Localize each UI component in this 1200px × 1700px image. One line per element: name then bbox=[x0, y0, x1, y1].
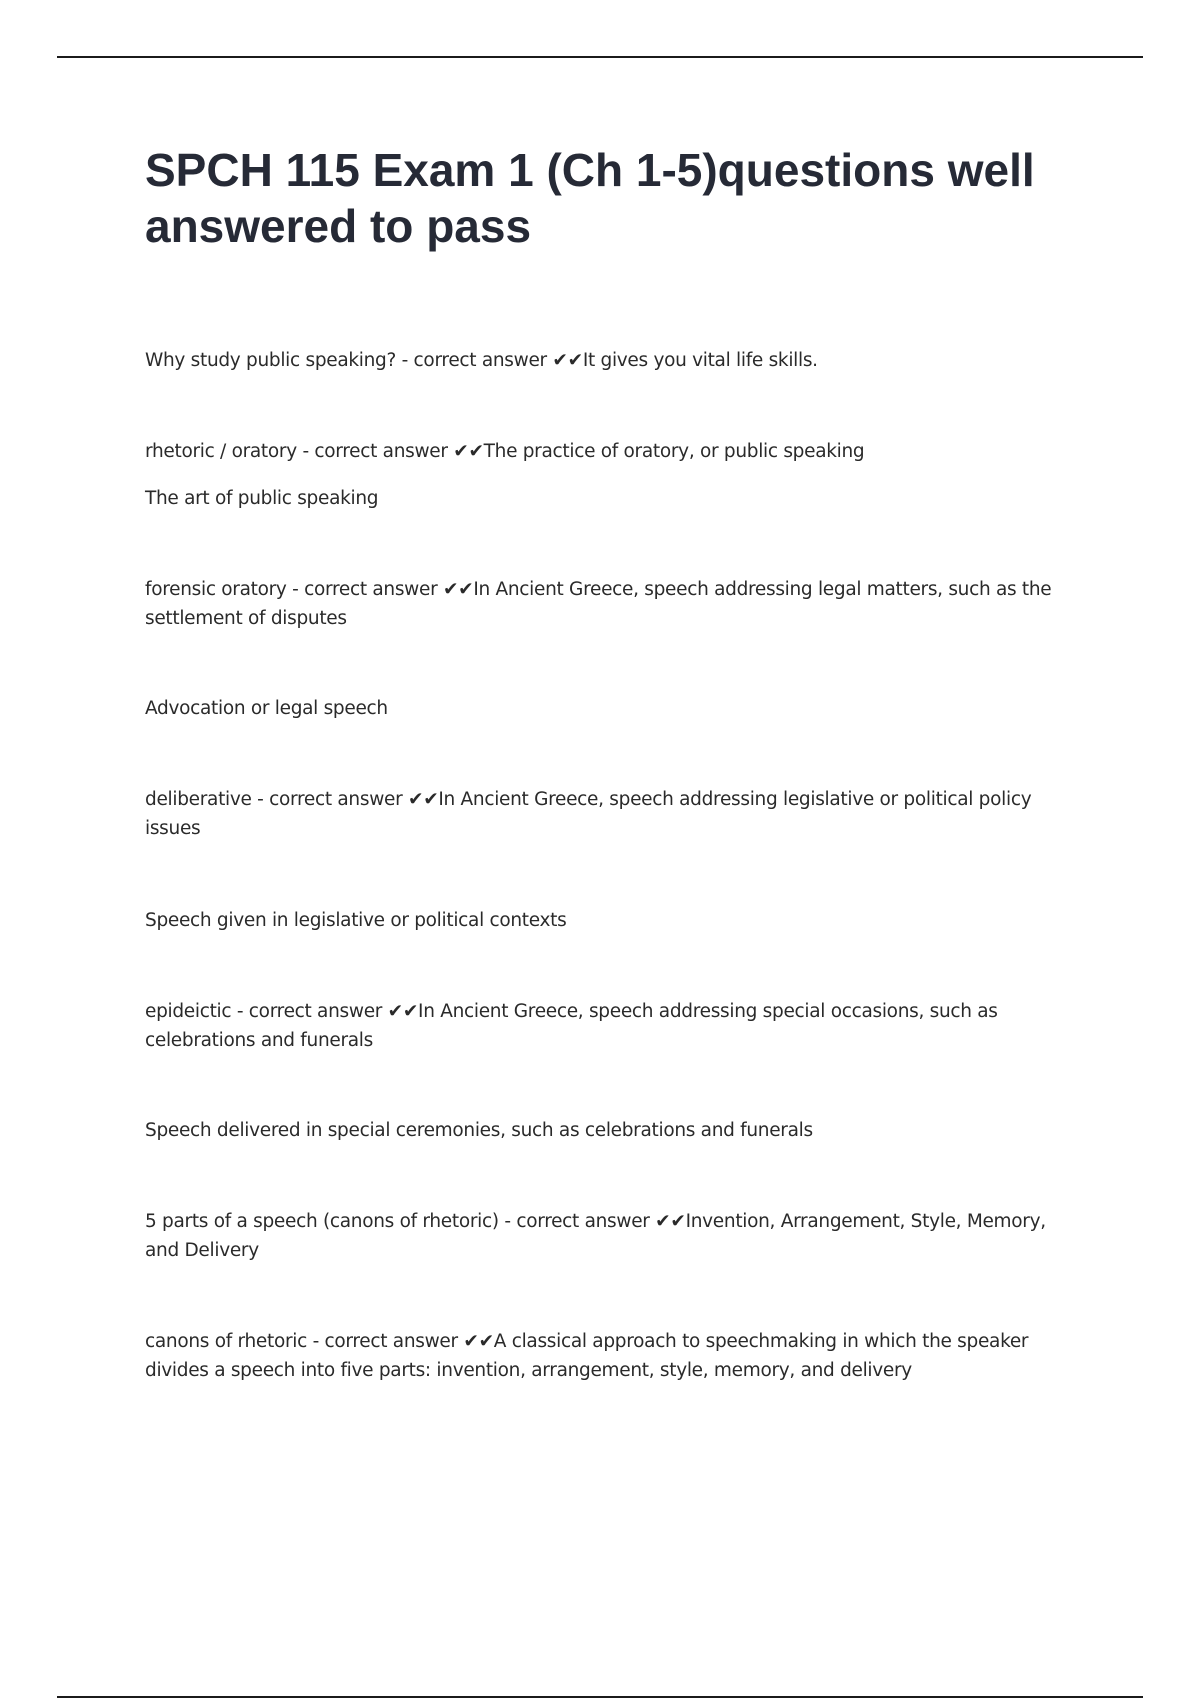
bottom-rule bbox=[57, 1696, 1143, 1698]
qa-paragraph: 5 parts of a speech (canons of rhetoric) - correct answer ✔✔Invention, Arrangement, Style, Memory, and Delivery bbox=[145, 1211, 1046, 1261]
qa-paragraph: Speech delivered in special ceremonies, such as celebrations and funerals bbox=[145, 1120, 813, 1141]
qa-paragraph: canons of rhetoric - correct answer ✔✔A classical approach to speechmaking in which the speaker divides a speech into five parts: invention, arrangement, style, memory, and delivery bbox=[145, 1331, 1029, 1381]
qa-paragraph: Why study public speaking? - correct answer ✔✔It gives you vital life skills. bbox=[145, 350, 818, 371]
qa-paragraph: The art of public speaking bbox=[145, 488, 379, 509]
qa-paragraph: Advocation or legal speech bbox=[145, 698, 388, 719]
qa-paragraph: Speech given in legislative or political contexts bbox=[145, 910, 567, 931]
top-rule bbox=[57, 56, 1143, 58]
qa-paragraph: deliberative - correct answer ✔✔In Ancient Greece, speech addressing legislative or political policy issues bbox=[145, 789, 1032, 839]
qa-paragraph: epideictic - correct answer ✔✔In Ancient Greece, speech addressing special occasions, such as celebrations and funerals bbox=[145, 1001, 998, 1051]
qa-paragraph: forensic oratory - correct answer ✔✔In Ancient Greece, speech addressing legal matters, such as the settlement of disputes bbox=[145, 579, 1052, 629]
document-title: SPCH 115 Exam 1 (Ch 1-5)questions well answered to pass bbox=[145, 144, 1035, 252]
qa-paragraph: rhetoric / oratory - correct answer ✔✔The practice of oratory, or public speaking bbox=[145, 441, 865, 462]
